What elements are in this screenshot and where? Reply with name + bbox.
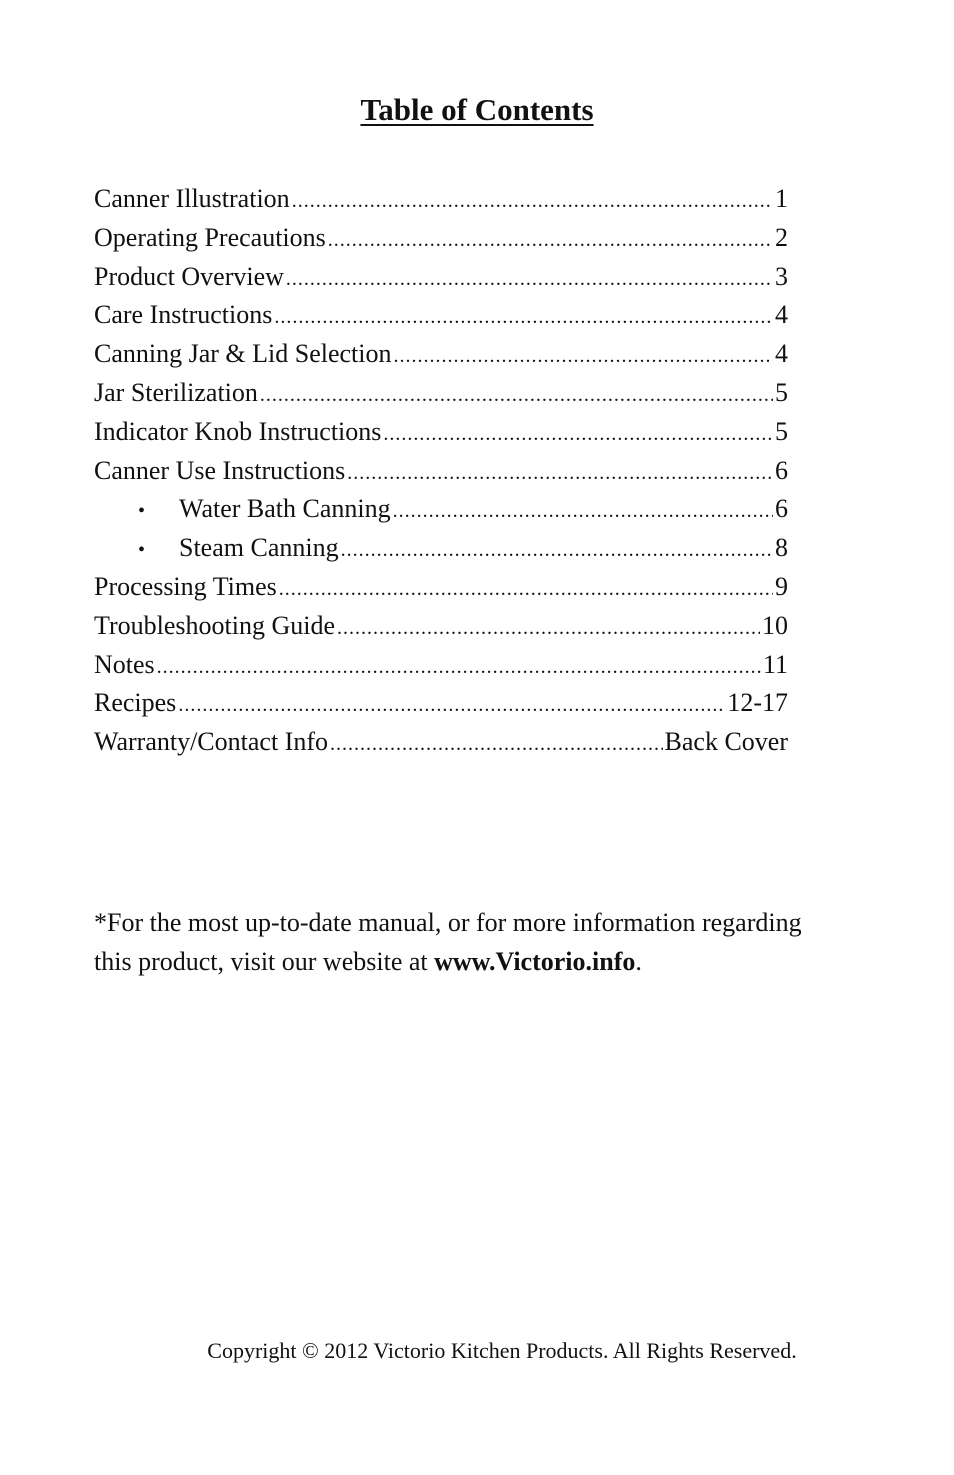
toc-entry [94, 646, 788, 685]
dot-leader [383, 415, 773, 454]
toc-entry-label: Troubleshooting Guide [94, 610, 335, 640]
dot-leader [337, 609, 760, 648]
toc-entry-label: Canner Illustration [94, 184, 290, 213]
website-note-end: . [635, 947, 642, 976]
website-note [94, 903, 834, 981]
toc-entry [94, 180, 788, 219]
toc-entry-page: Back Cover [664, 727, 788, 757]
copyright-notice [0, 1336, 954, 1366]
toc-entry-page: 8 [775, 533, 788, 563]
toc-entry-label: Steam Canning [179, 533, 339, 563]
dot-leader [260, 376, 773, 415]
toc-subentry [94, 529, 788, 568]
toc-entry [94, 219, 788, 258]
toc-entry-page: 6 [775, 455, 788, 485]
toc-entry-label: Product Overview [94, 261, 284, 291]
toc-entry-label: Processing Times [94, 571, 277, 601]
toc-entry-page: 1 [775, 184, 788, 213]
toc-subentry [94, 490, 788, 529]
dot-leader [394, 337, 773, 376]
table-of-contents [94, 180, 788, 762]
toc-entry [94, 568, 788, 607]
toc-entry [94, 413, 788, 452]
website-link[interactable]: www.Victorio.info [434, 947, 636, 976]
toc-entry-page: 5 [775, 377, 788, 407]
toc-entry-page: 10 [762, 610, 788, 640]
toc-entry-label: Care Instructions [94, 300, 273, 330]
toc-entry-page: 4 [775, 300, 788, 330]
toc-entry [94, 258, 788, 297]
toc-entry-page: 12-17 [727, 688, 788, 718]
dot-leader [347, 454, 773, 493]
toc-entry-label: Jar Sterilization [94, 377, 258, 407]
dot-leader [393, 492, 773, 531]
toc-entry-label: Recipes [94, 688, 177, 718]
toc-entry-label: Notes [94, 649, 155, 679]
copyright-text: Copyright © 2012 Victorio Kitchen Products. All Rights Reserved. [207, 1338, 797, 1363]
website-note-text: *For the most up-to-date manual, or for more information regarding this product, visit our website at [94, 908, 802, 976]
toc-entry-label: Canner Use Instructions [94, 455, 346, 485]
toc-entry [94, 452, 788, 491]
toc-entry [94, 296, 788, 335]
toc-entry-page: 4 [775, 339, 788, 369]
dot-leader [274, 298, 773, 337]
toc-entry-label: Canning Jar & Lid Selection [94, 339, 392, 369]
toc-entry-page: 2 [775, 222, 788, 252]
toc-entry [94, 607, 788, 646]
dot-leader [286, 260, 773, 299]
bullet-icon: • [138, 500, 146, 523]
dot-leader [279, 570, 773, 609]
dot-leader [341, 531, 773, 570]
toc-entry-page: 6 [775, 494, 788, 524]
toc-entry [94, 335, 788, 374]
toc-entry [94, 723, 788, 762]
toc-entry-page: 9 [775, 571, 788, 601]
page-title: Table of Contents [360, 92, 594, 127]
toc-entry-label: Indicator Knob Instructions [94, 416, 382, 446]
toc-entry [94, 684, 788, 723]
toc-entry-label: Warranty/Contact Info [94, 727, 328, 757]
dot-leader [292, 182, 773, 221]
toc-entry [94, 374, 788, 413]
dot-leader [330, 725, 663, 764]
bullet-icon: • [138, 539, 146, 562]
toc-entry-label: Operating Precautions [94, 222, 326, 252]
toc-entry-page: 3 [775, 261, 788, 291]
toc-entry-label: Water Bath Canning [179, 494, 391, 524]
dot-leader [157, 648, 761, 687]
toc-entry-page: 5 [775, 416, 788, 446]
dot-leader [328, 221, 773, 260]
toc-entry-page: 11 [762, 649, 788, 679]
dot-leader [178, 686, 725, 725]
